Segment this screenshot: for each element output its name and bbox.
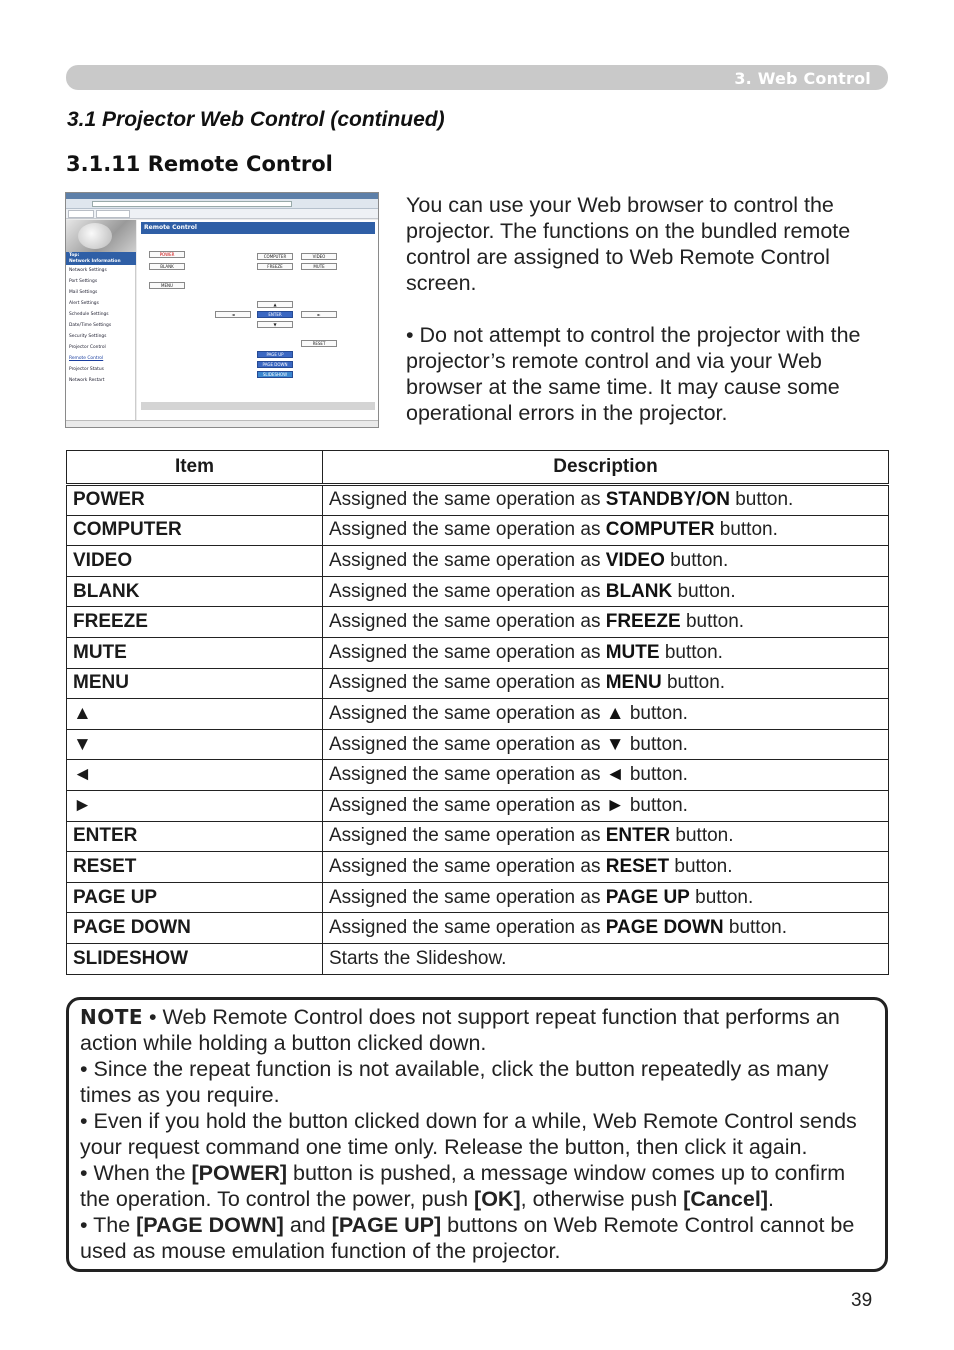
note-b4-text-2: button is pushed, a message window comes up to confirm the operation. To control the power, push	[80, 1161, 846, 1211]
item-cell: POWER	[67, 485, 323, 516]
description-button-name: ▼	[605, 733, 625, 755]
description-cell	[323, 882, 889, 913]
shot-enter-button: ENTER	[257, 311, 293, 318]
shot-page-down-button: PAGE DOWN	[257, 361, 293, 368]
note-b4-text-3: , otherwise push	[520, 1187, 684, 1211]
description-button-name: ENTER	[605, 825, 671, 847]
description-cell: Starts the Slideshow.	[323, 943, 889, 974]
table-row	[67, 637, 889, 668]
description-suffix: button.	[735, 489, 794, 511]
item-cell: COMPUTER	[67, 515, 323, 546]
description-button-name: ◄	[605, 764, 625, 786]
description-cell	[323, 913, 889, 944]
description-suffix: button.	[629, 794, 688, 816]
description-cell	[323, 790, 889, 821]
shot-reset-button: RESET	[301, 340, 337, 347]
subsection-title: 3.1.11 Remote Control	[66, 152, 333, 176]
section-title: 3.1 Projector Web Control (continued)	[67, 108, 445, 131]
description-button-name: ▲	[605, 702, 625, 724]
remote-control-screenshot	[65, 192, 379, 428]
description-prefix: Assigned the same operation as	[329, 886, 601, 908]
note-box	[66, 997, 888, 1272]
note-b4-key-power: [POWER]	[191, 1161, 288, 1185]
description-cell	[323, 485, 889, 516]
description-cell	[323, 852, 889, 883]
item-cell: RESET	[67, 852, 323, 883]
screenshot-sidebar	[66, 220, 136, 420]
projector-logo-image	[66, 220, 136, 252]
shot-down-button: ▼	[257, 321, 293, 328]
table-row	[67, 546, 889, 577]
sidebar-item: Port Settings	[69, 279, 98, 284]
description-cell	[323, 637, 889, 668]
address-field	[92, 201, 292, 207]
shot-blank-button: BLANK	[149, 263, 185, 270]
description-prefix: Assigned the same operation as	[329, 825, 601, 847]
sidebar-item: Network Settings	[69, 268, 107, 273]
shot-freeze-button: FREEZE	[257, 263, 293, 270]
screenshot-page-heading: Remote Control	[141, 222, 375, 234]
table-row	[67, 485, 889, 516]
sidebar-active-label: Network Information	[69, 259, 121, 264]
description-cell	[323, 607, 889, 638]
sidebar-item: Schedule Settings	[69, 312, 109, 317]
item-cell: BLANK	[67, 576, 323, 607]
note-b5-key-page-up: [PAGE UP]	[331, 1213, 442, 1237]
description-cell	[323, 821, 889, 852]
description-button-name: ►	[605, 794, 625, 816]
description-button-name: COMPUTER	[605, 519, 715, 541]
description-cell	[323, 729, 889, 760]
description-cell	[323, 699, 889, 730]
description-suffix: button.	[728, 917, 787, 939]
note-bullet-1-text: • Web Remote Control does not support repeat function that performs an action while holding a button clicked down.	[80, 1005, 840, 1055]
note-bullet-2: • Since the repeat function is not available, click the button repeatedly as many times as you require.	[80, 1057, 829, 1107]
item-cell: ◄	[67, 760, 323, 791]
description-suffix: button.	[629, 733, 688, 755]
description-prefix: Assigned the same operation as	[329, 580, 601, 602]
shot-computer-button: COMPUTER	[257, 253, 293, 260]
note-b5-key-page-down: [PAGE DOWN]	[136, 1213, 284, 1237]
intro-paragraph-2: • Do not attempt to control the projector with the projector’s remote control and via your Web browser at the same time. It may cause some operational errors in the projector.	[406, 323, 861, 425]
description-cell	[323, 668, 889, 699]
description-suffix: button.	[677, 580, 736, 602]
description-prefix: Assigned the same operation as	[329, 641, 601, 663]
table-row	[67, 515, 889, 546]
intro-text	[406, 192, 890, 452]
description-suffix: button.	[675, 825, 734, 847]
table-row	[67, 913, 889, 944]
table-row	[67, 576, 889, 607]
description-button-name: PAGE UP	[605, 886, 690, 908]
note-bullet-1	[80, 1004, 875, 1056]
description-button-name: MUTE	[605, 641, 660, 663]
chapter-header-bar	[66, 65, 888, 90]
favorites-tab	[68, 210, 94, 218]
sidebar-top-label: Top:	[69, 253, 80, 258]
description-suffix: button.	[674, 855, 733, 877]
note-b5-text-3: buttons on Web Remote Control cannot be used as mouse emulation function of the projector.	[80, 1213, 855, 1263]
description-prefix: Assigned the same operation as	[329, 733, 601, 755]
browser-address-bar	[66, 199, 378, 209]
item-cell: MENU	[67, 668, 323, 699]
shot-page-up-button: PAGE UP	[257, 351, 293, 358]
intro-paragraph-1: You can use your Web browser to control the projector. The functions on the bundled remote control are assigned to Web Remote Control screen.	[406, 193, 851, 295]
table-row	[67, 821, 889, 852]
description-suffix: button.	[695, 886, 754, 908]
description-cell	[323, 515, 889, 546]
table-row	[67, 852, 889, 883]
browser-tab-bar	[66, 209, 378, 219]
page-tab	[96, 210, 130, 218]
item-cell: ENTER	[67, 821, 323, 852]
remote-control-table	[66, 450, 889, 975]
description-prefix: Assigned the same operation as	[329, 489, 601, 511]
note-b4-key-cancel: [Cancel]	[683, 1187, 768, 1211]
item-cell: FREEZE	[67, 607, 323, 638]
description-button-name: FREEZE	[605, 611, 681, 633]
shot-slideshow-button: SLIDESHOW	[257, 371, 293, 378]
description-prefix: Assigned the same operation as	[329, 549, 601, 571]
note-bullet-3: • Even if you hold the button clicked down for a while, Web Remote Control sends your request command one time only. Release the button, then click it again.	[80, 1109, 857, 1159]
screenshot-footer-bar	[141, 402, 375, 410]
note-bullet-4	[80, 1160, 875, 1212]
description-suffix: button.	[629, 764, 688, 786]
shot-video-button: VIDEO	[301, 253, 337, 260]
description-suffix: button.	[664, 641, 723, 663]
item-cell: SLIDESHOW	[67, 943, 323, 974]
table-body	[67, 485, 889, 975]
description-prefix: Assigned the same operation as	[329, 611, 601, 633]
item-cell: ▼	[67, 729, 323, 760]
description-suffix: button.	[670, 549, 729, 571]
sidebar-item: Projector Status	[69, 367, 104, 372]
description-prefix: Assigned the same operation as	[329, 855, 601, 877]
description-column-header: Description	[323, 451, 889, 485]
note-b4-text-4: .	[767, 1187, 774, 1211]
table-row	[67, 668, 889, 699]
shot-up-button: ▲	[257, 301, 293, 308]
table-row	[67, 699, 889, 730]
description-button-name: PAGE DOWN	[605, 917, 724, 939]
table-row	[67, 943, 889, 974]
table-row	[67, 882, 889, 913]
browser-status-bar	[66, 420, 378, 428]
shot-mute-button: MUTE	[301, 263, 337, 270]
note-b5-text-1: • The	[80, 1213, 137, 1237]
description-cell	[323, 760, 889, 791]
note-tag: NOTE	[80, 1005, 144, 1029]
description-button-name: BLANK	[605, 580, 673, 602]
sidebar-item: Network Restart	[69, 378, 105, 383]
description-prefix: Assigned the same operation as	[329, 519, 601, 541]
description-button-name: VIDEO	[605, 549, 665, 571]
item-cell: PAGE UP	[67, 882, 323, 913]
sidebar-item: Alert Settings	[69, 301, 99, 306]
description-suffix: button.	[666, 672, 726, 694]
note-b4-key-ok: [OK]	[474, 1187, 521, 1211]
item-cell: ▲	[67, 699, 323, 730]
item-cell: MUTE	[67, 637, 323, 668]
shot-left-button: ◄	[215, 311, 251, 318]
shot-right-button: ►	[301, 311, 337, 318]
sidebar-item: Mail Settings	[69, 290, 98, 295]
description-prefix: Assigned the same operation as	[329, 702, 601, 724]
description-button-name: MENU	[605, 672, 662, 694]
description-suffix: button.	[685, 611, 745, 633]
page-number: 39	[851, 1290, 873, 1311]
description-button-name: RESET	[605, 855, 670, 877]
sidebar-item-remote-control: Remote Control	[69, 356, 104, 361]
sidebar-item: Security Settings	[69, 334, 107, 339]
description-suffix: button.	[719, 519, 778, 541]
description-cell	[323, 546, 889, 577]
item-column-header: Item	[67, 451, 323, 485]
sidebar-item: Date/Time Settings	[69, 323, 112, 328]
table-row	[67, 760, 889, 791]
description-prefix: Assigned the same operation as	[329, 917, 601, 939]
note-bullet-5	[80, 1212, 875, 1264]
sidebar-item: Projector Control	[69, 345, 106, 350]
table-row	[67, 607, 889, 638]
shot-menu-button: MENU	[149, 282, 185, 289]
chapter-label: 3. Web Control	[734, 69, 871, 88]
description-cell	[323, 576, 889, 607]
table-header-row	[67, 451, 889, 485]
description-prefix: Assigned the same operation as	[329, 672, 601, 694]
description-prefix: Assigned the same operation as	[329, 794, 601, 816]
description-prefix: Assigned the same operation as	[329, 764, 601, 786]
table-row	[67, 790, 889, 821]
description-suffix: button.	[629, 702, 688, 724]
note-b4-text-1: • When the	[80, 1161, 192, 1185]
description-button-name: STANDBY/ON	[605, 489, 730, 511]
shot-power-button: POWER	[149, 251, 185, 258]
item-cell: ►	[67, 790, 323, 821]
item-cell: VIDEO	[67, 546, 323, 577]
note-b5-text-2: and	[283, 1213, 332, 1237]
table-row	[67, 729, 889, 760]
sidebar-active-item	[66, 252, 136, 265]
screenshot-main-panel	[137, 220, 379, 420]
item-cell: PAGE DOWN	[67, 913, 323, 944]
